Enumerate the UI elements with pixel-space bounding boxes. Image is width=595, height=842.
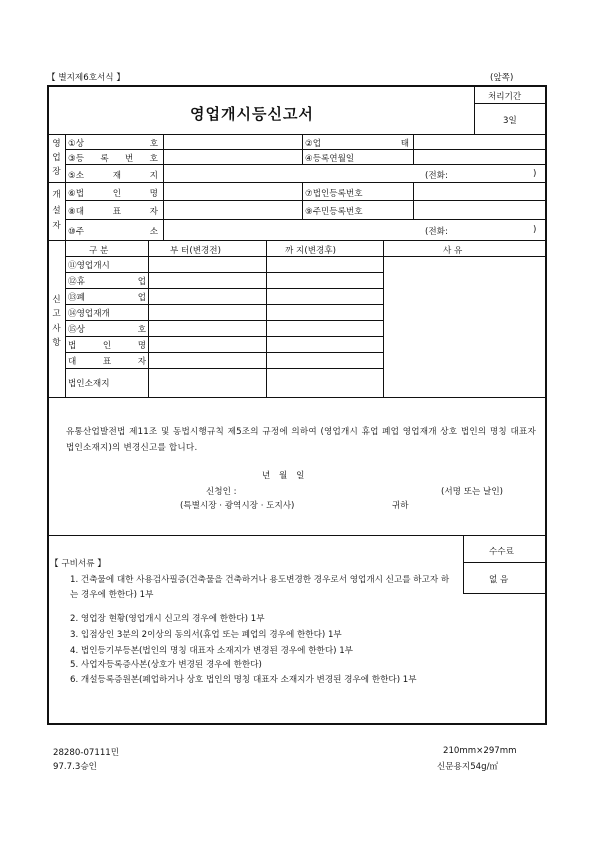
row-label-trade-name: ⑮상 호 [68,325,146,335]
side-label: (앞쪽) [490,73,514,83]
row-label-corp-address: 법인소재지 [68,379,110,389]
business-phone-close: ) [533,169,537,179]
col-reason-header: 사 유 [443,246,463,256]
col-type-header: 구 분 [89,246,109,256]
row-label-corp-name: 법 인 명 [68,341,146,351]
footer-approval: 97.7.3승인 [53,762,97,772]
corp-name-label: ⑥법 인 명 [68,189,158,199]
documents-title: 【 구비서류 】 [50,559,106,569]
honorific: 귀하 [392,501,409,511]
footer-paper: 신문용지54g/㎡ [437,762,499,772]
applicant-label: 신청인 : [206,487,237,497]
row-label-suspend: ⑫휴 업 [68,277,146,287]
row-label-representative: 대 표 자 [68,357,146,367]
opener-section-label: 개 설 자 [52,190,61,232]
resident-label: ⑨주민등록번호 [305,207,363,217]
fee-label: 수수료 [489,547,514,557]
row-label-close: ⑬폐 업 [68,293,146,303]
document-item-1: 1. 건축물에 대한 사용검사필증(건축물을 건축하거나 용도변경한 경우로서 영업개시 신고를 하고자 하는 경우에 한한다) 1부 [70,575,450,600]
opener-phone-label: (전화: [425,227,448,237]
name-label: ①상 호 [68,139,158,149]
row-label-resume: ⑭영업재개 [68,309,110,319]
declaration-text: 유통산업발전법 제11조 및 동법시행규칙 제5조의 규정에 의하여 (영업개시 휴업 폐업 영업재개 상호 법인의 명칭 대표자 법인소재지)의 변경신고를 합니다. [66,427,536,453]
date-label: 년 월 일 [262,471,308,481]
authority: (특별시장 · 광역시장 · 도지사) [180,501,295,511]
footer-code: 28280-07111민 [53,748,120,758]
type-label: ②업 태 [305,139,409,149]
business-section-label: 영 업 장 [52,139,61,178]
row-label-open: ⑪영업개시 [68,261,110,271]
form-number: 【 별지제6호서식 】 [47,73,125,83]
document-item-6: 6. 개설등록증원본(폐업하거나 상호 법인의 명칭 대표자 소재지가 변경된 경우에 한한다) 1부 [70,675,417,685]
document-item-5: 5. 사업자등록증사본(상호가 변경된 경우에 한한다) [70,660,262,670]
processing-period-label: 처리기간 [488,92,522,102]
address-label: ⑩주 소 [68,227,158,237]
business-phone-label: (전화: [425,171,448,181]
reg-no-label: ③등 록 번 호 [68,154,158,164]
footer-size: 210mm×297mm [443,746,517,756]
report-section-label: 신 고 사 항 [52,294,61,349]
col-from-header: 부 터(변경전) [170,246,221,256]
corp-reg-label: ⑦법인등록번호 [305,189,363,199]
document-item-4: 4. 법인등기부등본(법인의 명칭 대표자 소재지가 변경된 경우에 한한다) 1부 [70,646,353,656]
opener-phone-close: ) [533,225,537,235]
rep-label: ⑧대 표 자 [68,207,158,217]
location-label: ⑤소 재 지 [68,171,158,181]
document-item-2: 2. 영업장 현황(영업개시 신고의 경우에 한한다) 1부 [70,614,265,624]
document-item-3: 3. 입점상인 3분의 2이상의 동의서(휴업 또는 폐업의 경우에 한한다) 1부 [70,630,342,640]
sign-label: (서명 또는 날인) [441,487,503,497]
reg-date-label: ④등록연월일 [305,154,355,164]
form-title: 영업개시등신고서 [190,105,314,123]
fee-value: 없 음 [489,575,509,585]
col-to-header: 까 지(변경후) [285,246,336,256]
processing-period-value: 3일 [503,116,517,126]
